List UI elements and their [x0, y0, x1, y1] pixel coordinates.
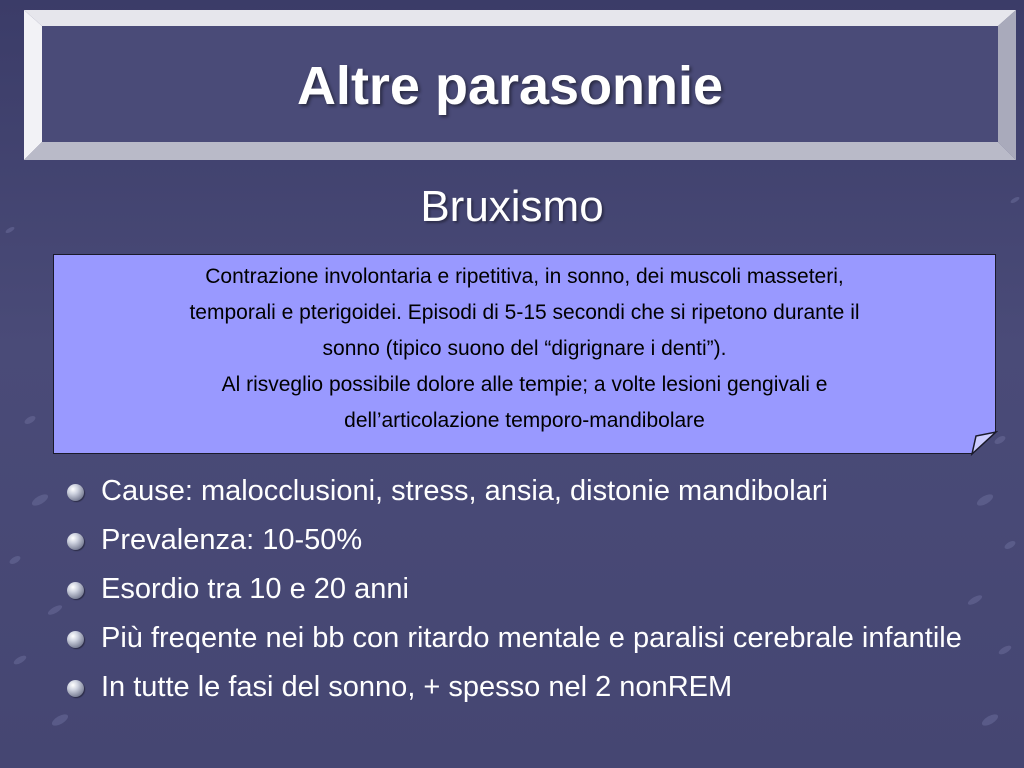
bullet-icon	[67, 680, 84, 697]
bullet-icon	[67, 582, 84, 599]
slide-title: Altre parasonnie	[296, 56, 724, 116]
bullet-icon	[67, 631, 84, 648]
bullet-text: Cause: malocclusioni, stress, ansia, distonie mandibolari	[101, 475, 828, 507]
bullet-text: Esordio tra 10 e 20 anni	[101, 573, 409, 605]
bullet-icon	[67, 484, 84, 501]
definition-line: temporali e pterigoidei. Episodi di 5-15 secondi che si ripetono durante il	[189, 301, 860, 324]
definition-line: Contrazione involontaria e ripetitiva, in sonno, dei muscoli masseteri,	[205, 265, 844, 288]
bullet-item	[67, 570, 987, 608]
bullet-item	[67, 472, 987, 510]
bullet-item	[67, 668, 987, 706]
bullet-list	[67, 472, 987, 717]
bullet-text: Prevalenza: 10-50%	[101, 524, 363, 556]
bullet-item	[67, 521, 987, 559]
bullet-text: In tutte le fasi del sonno, + spesso nel 2 nonREM	[101, 671, 733, 703]
definition-text	[62, 259, 987, 439]
definition-line: dell’articolazione temporo-mandibolare	[344, 409, 705, 432]
definition-line: Al risveglio possibile dolore alle tempie; a volte lesioni gengivali e	[221, 373, 828, 396]
bullet-text: Più freqente nei bb con ritardo mentale e paralisi cerebrale infantile	[101, 622, 962, 654]
bullet-item	[67, 619, 987, 657]
definition-line: sonno (tipico suono del “digrignare i denti”).	[322, 337, 727, 360]
bullet-icon	[67, 533, 84, 550]
slide-subtitle: Bruxismo	[420, 182, 604, 231]
